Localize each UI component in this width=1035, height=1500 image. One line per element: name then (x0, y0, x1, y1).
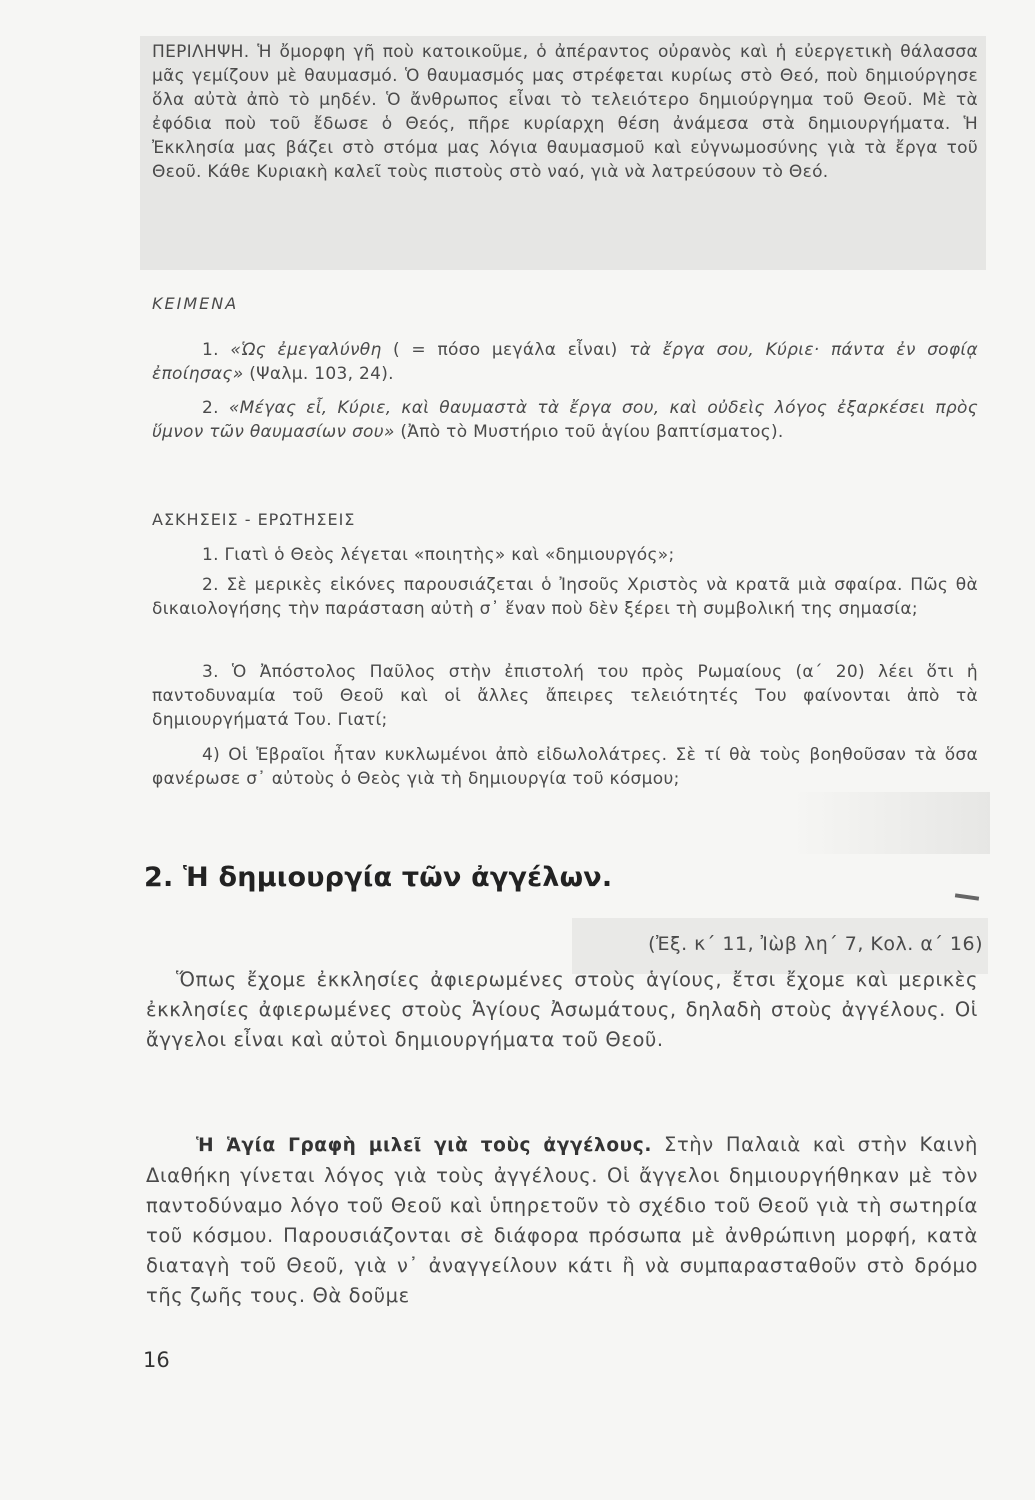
exercises-heading: ΑΣΚΗΣΕΙΣ - ΕΡΩΤΗΣΕΙΣ (152, 510, 356, 529)
page-number: 16 (143, 1348, 170, 1372)
summary-text: ΠΕΡΙΛΗΨΗ. Ἡ ὄμορφη γῆ ποὺ κατοικοῦμε, ὁ ἀπέραντος οὐρανὸς καὶ ἡ εὐεργετικὴ θάλασσα μᾶς γεμίζουν μὲ θαυμασμό. Ὁ θαυμασμός μας στρέφεται κυρίως στὸ Θεό, ποὺ δημιούργησε ὅλα αὐτὰ ἀπὸ τὸ μηδέν. Ὁ ἄνθρωπος εἶναι τὸ τελειότερο δημιούργημα τοῦ Θεοῦ. Μὲ τὰ ἐφόδια ποὺ τοῦ ἔδωσε ὁ Θεός, πῆρε κυρίαρχη θέση ἀνάμεσα στὰ δημιουργήματα. Ἡ Ἐκκλησία μας βάζει στὸ στόμα μας λόγια θαυμασμοῦ καὶ εὐγνωμοσύνης γιὰ τὰ ἔργα τοῦ Θεοῦ. Κάθε Κυριακὴ καλεῖ τοὺς πιστοὺς στὸ ναό, γιὰ νὰ λατρεύσουν τὸ Θεό. (152, 42, 978, 182)
scripture-reference: (Ἐξ. κ΄ 11, Ἰὼβ λη΄ 7, Κολ. α΄ 16) (648, 933, 983, 955)
text-item-1-source: (Ψαλμ. 103, 24). (249, 364, 394, 384)
exercise-item-4 (152, 743, 978, 791)
exercise-item-2-text: 2. Σὲ μερικὲς εἰκόνες παρουσιάζεται ὁ Ἰησοῦς Χριστὸς νὰ κρατᾶ μιὰ σφαίρα. Πῶς θὰ δικαιολογήσης τὴν παράσταση αὐτὴ σ᾿ ἕναν ποὺ δὲν ξέρει τὴ συμβολική της σημασία; (152, 575, 978, 619)
chapter-title: 2. Ἡ δημιουργία τῶν ἀγγέλων. (144, 862, 613, 893)
exercise-item-3-text: 3. Ὁ Ἀπόστολος Παῦλος στὴν ἐπιστολή του πρὸς Ρωμαίους (α΄ 20) λέει ὅτι ἡ παντοδυναμία τοῦ Θεοῦ καὶ οἱ ἄλλες ἄπειρες τελειότητές Του φαίνονται ἀπὸ τὰ δημιουργήματά Του. Γιατί; (152, 662, 978, 730)
paragraph-lead-heading: Ἡ Ἁγία Γραφὴ μιλεῖ γιὰ τοὺς ἀγγέλους. (196, 1135, 652, 1156)
exercise-item-1 (152, 543, 978, 567)
chapter-intro-text: Ὅπως ἔχομε ἐκκλησίες ἀφιερωμένες στοὺς ἁγίους, ἔτσι ἔχομε καὶ μερικὲς ἐκκλησίες ἀφιερωμένες στοὺς Ἁγίους Ἀσωμάτους, δηλαδὴ στοὺς ἀγγέλους. Οἱ ἄγγελοι εἶναι καὶ αὐτοὶ δημιουργήματα τοῦ Θεοῦ. (146, 968, 978, 1051)
text-item-2 (152, 396, 978, 444)
text-item-1 (152, 338, 978, 386)
text-item-1-quote-end: τὰ ἔργα σου, Κύριε· πάντα ἐν σοφίᾳ ἐποίησας» (152, 340, 978, 384)
text-item-2-number: 2. (202, 398, 219, 418)
texts-heading: ΚΕΙΜΕΝΑ (152, 294, 239, 313)
exercise-item-3 (152, 660, 978, 732)
chapter-body-paragraph (146, 1130, 978, 1311)
bleed-through-shade (790, 792, 990, 854)
paragraph-body-text: Στὴν Παλαιὰ καὶ στὴν Καινὴ Διαθήκη γίνεται λόγος γιὰ τοὺς ἀγγέλους. Οἱ ἄγγελοι δημιουργήθηκαν μὲ τὸν παντοδύναμο λόγο τοῦ Θεοῦ καὶ ὑπηρετοῦν τὸ σχέδιο τοῦ Θεοῦ γιὰ τὴ σωτηρία τοῦ κόσμου. Παρουσιάζονται σὲ διάφορα πρόσωπα μὲ ἀνθρώπινη μορφή, κατὰ διαταγὴ τοῦ Θεοῦ, γιὰ ν᾿ ἀναγγείλουν κάτι ἢ νὰ συμπαρασταθοῦν στὸ δρόμο τῆς ζωῆς τους. Θὰ δοῦμε (146, 1133, 978, 1307)
text-item-2-quote: «Μέγας εἶ, Κύριε, καὶ θαυμαστὰ τὰ ἔργα σου, καὶ οὐδεὶς λόγος ἐξαρκέσει πρὸς ὕμνον τῶν θαυμασίων σου» (152, 398, 978, 442)
text-item-1-gloss: ( = πόσο μεγάλα εἶναι) (393, 340, 618, 360)
text-item-1-quote-start: «Ὡς ἐμεγαλύνθη (230, 340, 382, 360)
text-item-2-source: (Ἀπὸ τὸ Μυστήριο τοῦ ἁγίου βαπτίσματος). (400, 422, 784, 442)
chapter-intro-paragraph (146, 965, 978, 1055)
print-mark (955, 893, 979, 900)
text-item-1-number: 1. (202, 340, 219, 360)
exercise-item-1-text: 1. Γιατὶ ὁ Θεὸς λέγεται «ποιητὴς» καὶ «δημιουργός»; (202, 545, 675, 565)
exercise-item-4-text: 4) Οἱ Ἑβραῖοι ἦταν κυκλωμένοι ἀπὸ εἰδωλολάτρες. Σὲ τί θὰ τοὺς βοηθοῦσαν τὰ ὅσα φανέρωσε σ᾿ αὐτοὺς ὁ Θεὸς γιὰ τὴ δημιουργία τοῦ κόσμου; (152, 745, 978, 789)
exercise-item-2 (152, 573, 978, 621)
